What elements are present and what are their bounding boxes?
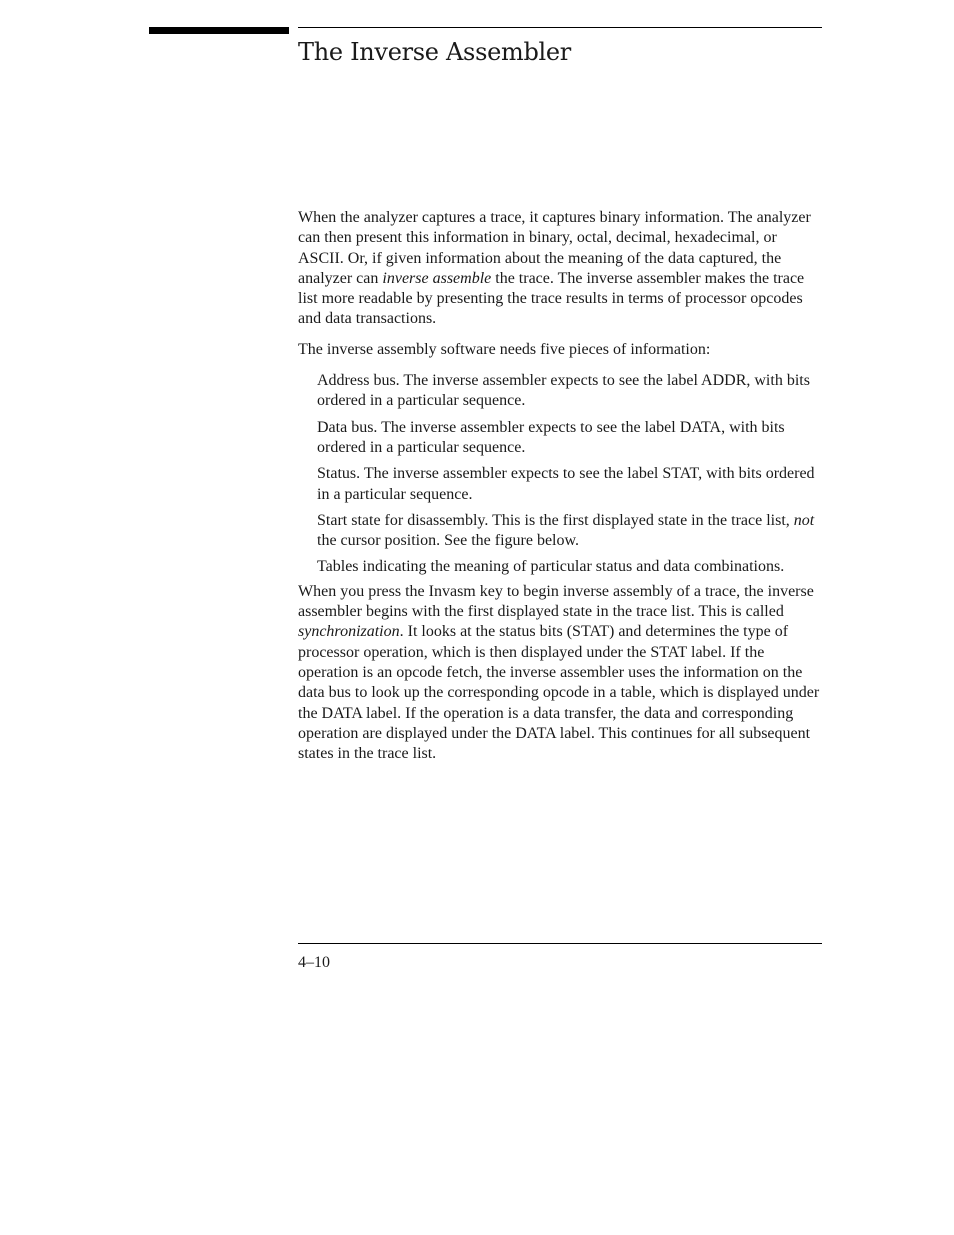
list-item-status: Status. The inverse assembler expects to see the label STAT, with bits ordered in a particular sequence. <box>317 465 815 503</box>
paragraph-intro-text-2: the trace. The inverse assembler makes the trace list more readable by presenting the trace results in terms of processor opcodes and data transactions. <box>298 269 805 328</box>
paragraph-intro-emphasis: inverse assemble <box>382 269 492 287</box>
paragraph-intro-text-1: When the analyzer captures a trace, it captures binary information. The analyzer can then present this information in binary, octal, decimal, hexadecimal, or ASCII. Or, if given information about the meaning of the data captured, the analyzer can <box>298 209 811 287</box>
list-item-tables: Tables indicating the meaning of particular status and data combinations. <box>317 558 785 576</box>
page-number: 4–10 <box>298 954 330 971</box>
list-item-data-bus: Data bus. The inverse assembler expects to see the label DATA, with bits ordered in a particular sequence. <box>317 418 785 456</box>
header-rule <box>298 27 822 28</box>
paragraph-synchronization-emphasis: synchronization <box>298 623 400 641</box>
body-text <box>298 208 822 764</box>
paragraph-requirements: The inverse assembly software needs five pieces of information: <box>298 340 711 358</box>
list-item-start-state-text-2: the cursor position. See the figure below. <box>317 532 580 550</box>
section-marker-bar <box>149 27 289 34</box>
list-item-start-state-emphasis: not <box>793 511 815 529</box>
list-item-start-state <box>317 511 822 552</box>
page-title: The Inverse Assembler <box>298 38 571 66</box>
list-item-start-state-text-1: Start state for disassembly. This is the first displayed state in the trace list, <box>317 511 794 529</box>
paragraph-synchronization-text-1: When you press the Invasm key to begin inverse assembly of a trace, the inverse assembler begins with the first displayed state in the trace list. This is called <box>298 582 814 621</box>
paragraph-synchronization <box>298 582 822 765</box>
requirements-list <box>298 371 822 578</box>
list-item-address-bus: Address bus. The inverse assembler expects to see the label ADDR, with bits ordered in a particular sequence. <box>317 372 810 410</box>
footer-rule <box>298 943 822 944</box>
paragraph-intro <box>298 208 822 330</box>
paragraph-synchronization-text-2: . It looks at the status bits (STAT) and determines the type of processor operation, which is then displayed under the STAT label. If the operation is an opcode fetch, the inverse assembler uses the information on the data bus to look up the corresponding opcode in a table, which is displayed under the DATA label. If the operation is a data transfer, the data and corresponding operation are displayed under the DATA label. This continues for all subsequent states in the trace list. <box>298 623 820 763</box>
